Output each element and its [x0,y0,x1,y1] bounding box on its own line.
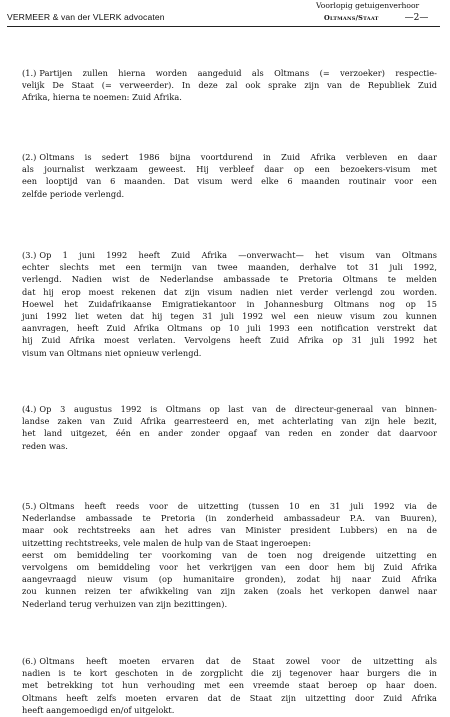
paragraph-line: (5.) Oltmans heeft reeds voor de uitzetting (tussen 10 en 31 juli 1992 via de [22,501,437,511]
paragraph-line: juni 1992 liet weten dat hij tegen 31 juli 1992 wel een nieuw visum zou kunnen [22,311,437,322]
paragraph-4 [22,403,437,452]
paragraph-3 [22,249,437,359]
paragraph-2 [22,151,437,200]
firm-name: VERMEER & van der VLERK advocaten [7,12,165,22]
paragraph-line: (6.) Oltmans heeft moeten ervaren dat de Staat zowel voor de uitzetting als [22,656,437,666]
paragraph-line: zelfde periode verlengd. [22,188,125,199]
paragraph-line: Nederland terug verhuizen van zijn bezittingen). [22,598,228,609]
paragraph-5 [22,500,437,610]
paragraph-line: zou kunnen reizen ter afwikkeling van zijn zaken (zoals het verkopen danwel naar [22,586,437,597]
paragraph-line: uitzetting rechtstreeks, vele malen de hulp van de Staat ingeroepen: [22,537,312,548]
paragraph-line: als journalist werkzaam geweest. Hij verbleef daar op een bezoekers-visum met [22,164,437,175]
paragraph-line: eerst om bemiddeling ter voorkoming van de toen nog dreigende uitzetting en [22,549,437,560]
paragraph-line: Nederlandse ambassade te Pretoria (in zonderheid ambassadeur P.A. van Buuren), [22,513,437,524]
paragraph-line: aangevraagd nieuw visum (op humanitaire gronden), zodat hij naar Zuid Afrika [22,574,437,585]
paragraph-line: Hoewel het Zuidafrikaanse Emigratiekantoor in Johannesburg Oltmans nog op 15 [22,298,437,309]
paragraph-line: het land uitgezet, één en ander zonder opgaaf van reden en zonder dat daarvoor [22,428,437,439]
paragraph-line: landse zaken van Zuid Afrika gearresteerd en, met achterlating van zijn hele bezit, [22,416,437,427]
header-rule [7,26,440,27]
paragraph-line: heeft aangemoedigd en/of uitgelokt. [22,704,175,715]
paragraph-line: (3.) Op 1 juni 1992 heeft Zuid Afrika —onverwacht— het visum van Oltmans [22,250,437,260]
paragraph-line: met betrekking tot hun verhouding met een vreemde staat beroep op haar doen. [22,680,437,691]
paragraph-number: (3.) [22,250,37,260]
paragraph-6 [22,655,437,716]
paragraph-line: echter slechts met een termijn van twee maanden, derhalve tot 31 juli 1992, [22,262,437,273]
paragraph-line: maar ook rechtstreeks aan het adres van Minister president Lubbers) en na de [22,525,437,536]
paragraph-number: (6.) [22,656,37,666]
paragraph-line: nadien is te kort geschoten in de zorgplicht die zij tegenover haar burgers die in [22,668,437,679]
header-right [298,1,438,23]
paragraph-line: (2.) Oltmans is sedert 1986 bijna voortdurend in Zuid Afrika verbleven en daar [22,152,437,162]
page-number: —2— [404,13,429,23]
case-name: Oltmans/Staat [324,14,379,22]
paragraph-number: (2.) [22,152,37,162]
paragraph-number: (5.) [22,501,37,511]
paragraph-line: (4.) Op 3 augustus 1992 is Oltmans op last van de directeur-generaal van binnen- [22,404,437,414]
paragraph-line: een looptijd van 6 maanden. Dat visum werd elke 6 maanden routinair voor een [22,176,437,187]
paragraph-1 [22,67,437,104]
document-type: Voorlopig getuigenverhoor [316,1,420,10]
paragraph-line: verlengd. Nadien wist de Nederlandse ambassade te Pretoria Oltmans te melden [22,274,437,285]
paragraph-line: Oltmans heeft zelfs moeten ervaren dat de Staat zijn uitzetting door Zuid Afrika [22,692,437,703]
paragraph-number: (4.) [22,404,37,414]
paragraph-line: reden was. [22,440,68,451]
paragraph-line: velijk De Staat (= verweerder). In deze zal ook sprake zijn van de Republiek Zuid [22,80,437,91]
paragraph-line: (1.) Partijen zullen hierna worden aangeduid als Oltmans (= verzoeker) respectie- [22,68,437,78]
paragraph-line: visum van Oltmans niet opnieuw verlengd. [22,347,202,358]
header-case-row [298,13,438,23]
paragraph-line: Afrika, hierna te noemen: Zuid Afrika. [22,92,182,103]
paragraph-line: aanvragen, heeft Zuid Afrika Oltmans op 10 juli 1993 een notification verstrekt dat [22,323,437,334]
paragraph-number: (1.) [22,68,37,78]
paragraph-line: vervolgens om bemiddeling voor het verkrijgen van een door hem bij Zuid Afrika [22,562,437,573]
paragraph-line: dat hij erop moest rekenen dat zijn visum nadien niet verder verlengd zou worden. [22,286,437,297]
paragraph-line: hij Zuid Afrika moest verlaten. Vervolgens heeft Zuid Afrika op 31 juli 1992 het [22,335,437,346]
